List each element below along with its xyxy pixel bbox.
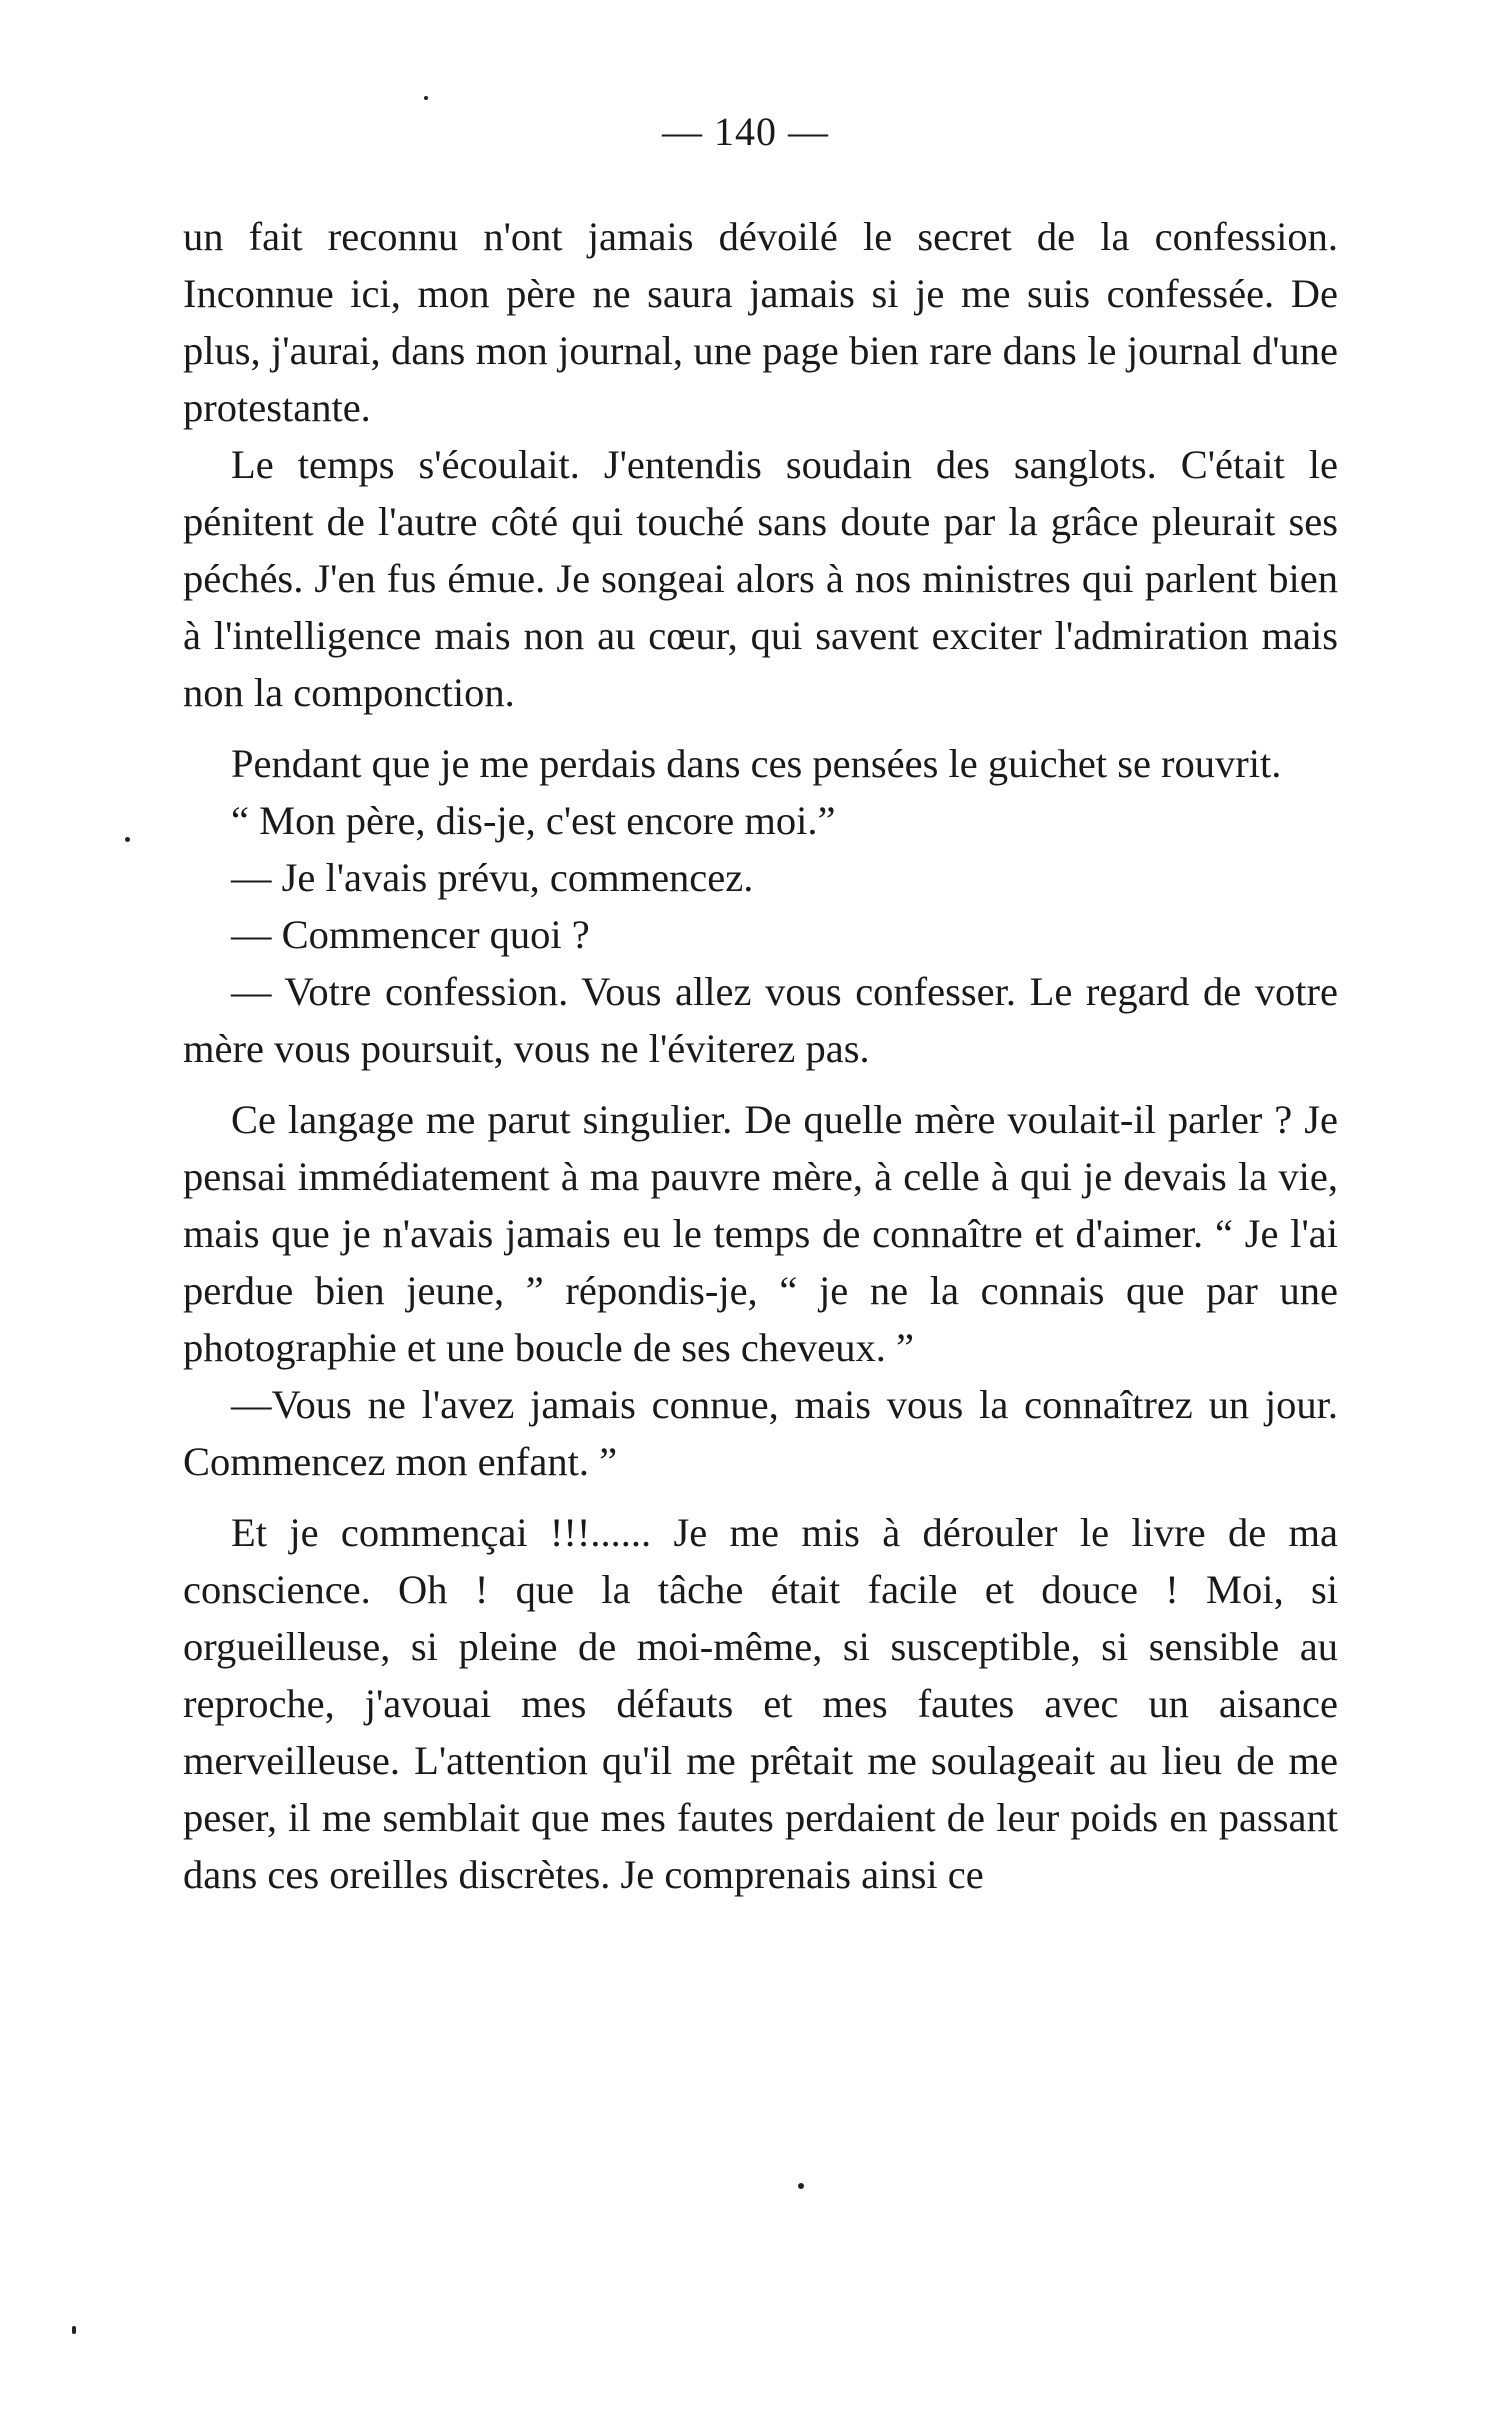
paragraph-1: un fait reconnu n'ont jamais dévoilé le secret de la confession. Inconnue ici, mon père ne saura jamais si je me suis confessée. De plus, j'aurai, dans mon journal, une page bien rare dans le journal d'une protestante. bbox=[183, 214, 1338, 430]
dialogue-line-3: — Commencer quoi ? bbox=[231, 912, 590, 957]
paragraph-4: Ce langage me parut singulier. De quelle mère voulait-il parler ? Je pensai immédiatement à ma pauvre mère, à celle à qui je devais la vie, mais que je n'avais jamais eu le temps de connaître et d'aimer. “ Je l'ai perdue bien jeune, ” répondis-je, “ je ne la connais que par une photographie et une boucle de ses cheveux. ” bbox=[183, 1097, 1338, 1370]
paragraph-3: Pendant que je me perdais dans ces pensées le guichet se rouvrit. bbox=[231, 741, 1282, 786]
page-body-text bbox=[183, 208, 1338, 1903]
page-number: — 140 — bbox=[662, 109, 829, 154]
dialogue-line-5: —Vous ne l'avez jamais connue, mais vous la connaîtrez un jour. Commencez mon enfant. ” bbox=[183, 1382, 1338, 1484]
dialogue-line-4: — Votre confession. Vous allez vous confesser. Le regard de votre mère vous poursuit, vous ne l'éviterez pas. bbox=[183, 969, 1338, 1071]
dialogue-line-1: “ Mon père, dis-je, c'est encore moi.” bbox=[231, 798, 836, 843]
ink-speck bbox=[72, 2326, 76, 2334]
ink-speck bbox=[798, 2183, 804, 2189]
paragraph-5: Et je commençai !!!...... Je me mis à dérouler le livre de ma conscience. Oh ! que la tâche était facile et douce ! Moi, si orgueilleuse, si pleine de moi-même, si susceptible, si sensible au reproche, j'avouai mes défauts et mes fautes avec un aisance merveilleuse. L'attention qu'il me prêtait me soulageait au lieu de me peser, il me semblait que mes fautes perdaient de leur poids en passant dans ces oreilles discrètes. Je comprenais ainsi ce bbox=[183, 1510, 1338, 1897]
paragraph-2: Le temps s'écoulait. J'entendis soudain des sanglots. C'était le pénitent de l'autre côté qui touché sans doute par la grâce pleurait ses péchés. J'en fus émue. Je songeai alors à nos ministres qui parlent bien à l'intelligence mais non au cœur, qui savent exciter l'admiration mais non la componction. bbox=[183, 442, 1338, 715]
dialogue-line-2: — Je l'avais prévu, commencez. bbox=[231, 855, 754, 900]
ink-speck bbox=[125, 837, 130, 842]
ink-speck bbox=[424, 96, 428, 100]
